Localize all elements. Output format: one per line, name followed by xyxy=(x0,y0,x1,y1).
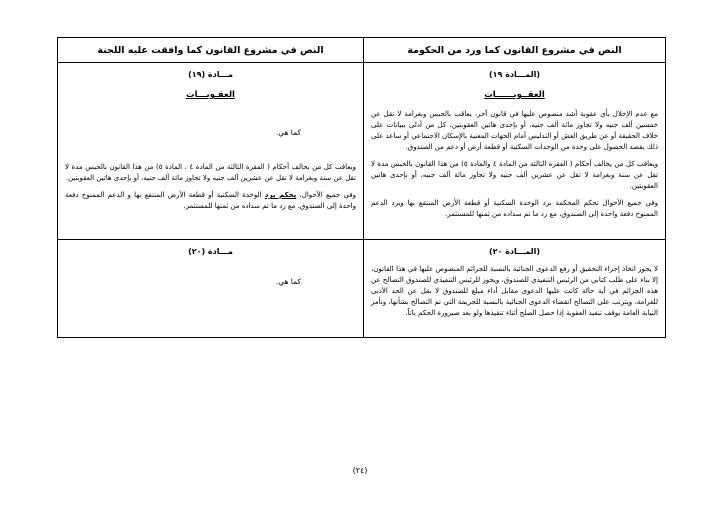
as-is-note: كما هي. xyxy=(275,277,301,286)
section-title: العقـوبـــات xyxy=(186,90,235,100)
table-row xyxy=(58,240,666,338)
article-title: (المـــادة ١٩) xyxy=(488,70,540,79)
as-is-note: كما هي. xyxy=(275,128,301,137)
emphasized-text: يحكم برد xyxy=(264,191,297,199)
paragraph: ويعاقب كل من يخالف أحكام ( الفقرة الثالثة من المادة ٤ والمادة ٥) من هذا القانون بالحبس مدة لا تقل عن سنة وبغرامة لا تقل عن عشرين ألف جنيه ولا تجاوز مائة ألف جنيه، أو بإحدى هاتين العقوبتين. xyxy=(371,160,659,190)
committee-cell-article-20 xyxy=(58,240,364,338)
government-cell-article-19 xyxy=(364,63,666,240)
paragraph: لا يجوز اتخاذ إجراء التحقيق أو رفع الدعوى الجنائية بالنسبة للجرائم المنصوص عليها في هذا القانون، إلا بناء على طلب كتابي من الرئيس التنفيذي للصندوق، ويجوز للرئيس التنفيذي للصندوق التصالح عن هذه الجرائم في أية حالة كانت عليها الدعوى مقابل أداء مبلغ للصندوق لا يقل عن الحد الأدنى للغرامة، ويترتب على التصالح انقضاء الدعوى الجنائية بالنسبة للجريمة التي تم التصالح بشأنها، وتأمر النيابة العامة بوقف تنفيذ العقوبة إذا حصل الصلح أثناء تنفيذها ولو بعد صيرورة الحكم باتاً. xyxy=(371,265,658,317)
government-cell-article-20 xyxy=(364,240,666,338)
government-text-header: النص في مشروع القانون كما ورد من الحكومة xyxy=(364,38,666,63)
paragraph xyxy=(65,190,356,212)
paragraph: وفي جميع الأحوال تحكم المحكمة برد الوحدة السكنية أو قطعة الأرض المنتفع بها ويرد الدعم الممنوح دفعة واحدة إلى الصندوق، مع رد ما تم سداده من ثمنها للمستثمر. xyxy=(371,199,658,218)
page-number: (٢٤) xyxy=(352,466,368,475)
header-row xyxy=(58,38,666,63)
article-title: مـــادة (١٩) xyxy=(188,70,233,79)
paragraph: مع عدم الإخلال بأي عقوبة أشد منصوص عليها في قانون آخر، يعاقب بالحبس وبغرامة لا تقل عن خمسين ألف جنيه ولا تجاوز مائة ألف جنيه، أو بإحدى هاتين العقوبتين، كل من أدلى ببيانات على خلاف الحقيقة أو عن طريق الغش أو التدليس أمام الجهات المعنية بالإسكان الاجتماعي أو ساعد على ذلك بقصد الحصول على وحدة من الوحدات السكنية أو قطعة أرض أو دعم من الصندوق. xyxy=(371,110,658,151)
article-title: (المـــادة ٢٠) xyxy=(488,247,540,256)
committee-text-header: النص في مشروع القانون كما وافقت عليه اللجنة xyxy=(58,38,364,63)
section-title: العقــوبــــــات xyxy=(484,90,545,100)
paragraph-end: الوحدة السكنية أو قطعة الأرض المنتفع بها و الدعم الممنوح دفعة واحدة إلى الصندوق، مع رد ما تم سداده من ثمنها للمستثمر. xyxy=(65,191,356,210)
paragraph-start: وفي جميع الأحوال، xyxy=(299,191,357,199)
article-title: مـــادة (٢٠) xyxy=(188,247,233,256)
paragraph: ويعاقب كل من يخالف أحكام ( الفقرة الثالثة من المادة ٤ ، المادة ٥) من هذا القانون بالحبس مدة لا تقل عن سنة وبغرامة لا تقل عن عشرين ألف جنيه ولا تجاوز مائة ألف جنيه، أو بإحدى هاتين العقوبتين. xyxy=(65,163,356,182)
committee-cell-article-19 xyxy=(58,63,364,240)
table-row xyxy=(58,63,666,240)
comparison-table xyxy=(57,37,666,338)
